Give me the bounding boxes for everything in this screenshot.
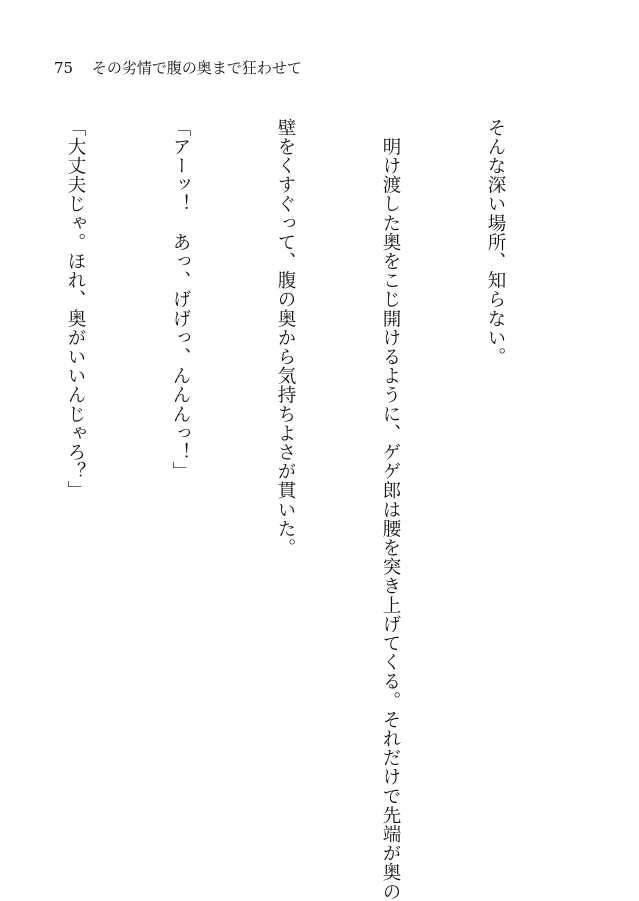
text-line: 明け渡した奥をこじ開けるように、ゲゲ郎は腰を突き上げてくる。それだけで先端が奥の [380,118,401,901]
text-line: そんな深い場所、知らない。 [485,118,506,367]
text-line: 「大丈夫じゃ。ほれ、奥がいいんじゃろ？」 [65,118,86,500]
text-line: 壁をくすぐって、腹の奥から気持ちよさが貫いた。 [275,118,296,558]
chapter-title: その劣情で腹の奥まで狂わせて [91,59,302,77]
page-number: 75 [54,59,74,77]
vertical-text-body [0,118,583,901]
running-header [54,58,302,78]
text-line: 「アーッ！ あっ、げげっ、んんんっ！」 [170,118,191,481]
